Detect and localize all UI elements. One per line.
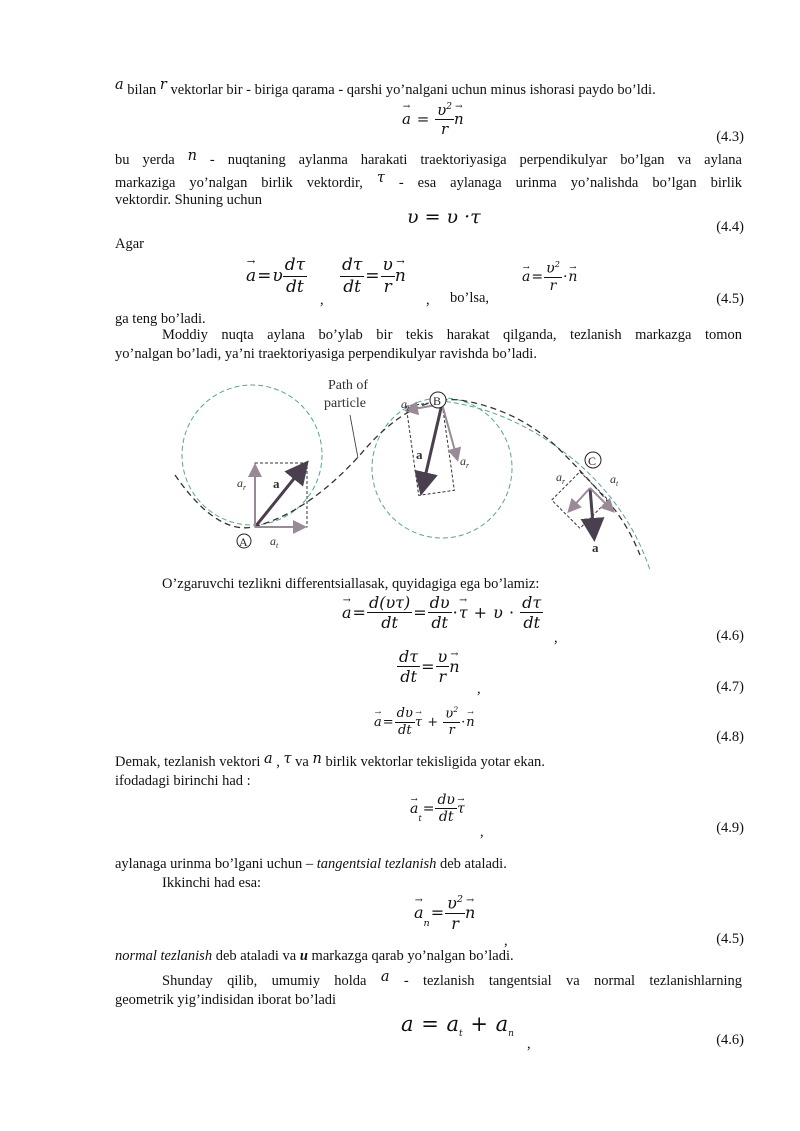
fraction-numerator: υ (382, 255, 393, 275)
vector-a: → a (342, 603, 352, 622)
equation-4-6-derivative: → a= $\frac{d(\upsilon\tau)}{dt}$ = $\frac{d\upsilon}{dt}$ ·→ τ + υ · $\frac{d\tau}{dt}$ (342, 594, 543, 633)
fraction-denominator: r (383, 276, 392, 297)
text: - nuqtaning aylanma harakati traektoriyasiga perpendikulyar bo’lgan va aylana (196, 152, 742, 168)
equation-4-4: υ = υ ·τ (407, 206, 481, 228)
symbol-an: a (495, 1012, 509, 1036)
term-u: u (299, 948, 308, 964)
paragraph-line: Ikkinchi had esa: (162, 875, 262, 891)
fraction-denominator: dt (431, 613, 448, 633)
vector-tau: → τ (459, 603, 468, 622)
equation-number: (4.6) (716, 628, 744, 644)
curvature-circle-a (182, 385, 322, 525)
symbol-r: r (159, 77, 167, 93)
fraction-denominator: r (549, 277, 557, 294)
fraction-numerator: υ (447, 893, 457, 913)
symbol-n: n (187, 148, 197, 164)
symbol-tau: τ (283, 751, 292, 767)
fraction-denominator: dt (523, 613, 541, 633)
paragraph-line: vektordir. Shuning uchun (115, 192, 263, 208)
acceleration-vector-b (422, 404, 442, 490)
tangential-component-c (590, 488, 612, 510)
fraction-denominator: r (438, 667, 447, 687)
equation-number: (4.5) (716, 291, 744, 307)
vector-a: → a (374, 715, 382, 730)
equation-4-9: → $a_t=$ $\frac{d\upsilon}{dt}$ → τ (410, 792, 465, 826)
text: bu yerda (115, 152, 188, 168)
comma: , (477, 681, 481, 697)
vector-n: → n (454, 110, 464, 128)
vector-n: → n (449, 657, 459, 676)
text: birlik vektorlar tekisligida yotar ekan. (321, 754, 545, 770)
symbol-a: a (401, 1012, 414, 1036)
symbol-a: a (380, 969, 390, 985)
agar-text: Agar (115, 236, 144, 252)
vector-a: → a (522, 269, 530, 285)
subscript-t: t (418, 812, 422, 823)
fraction-numerator: dτ (284, 255, 306, 275)
fraction-numerator: dυ (437, 792, 455, 808)
label-at: $a_t$ (270, 534, 279, 550)
acceleration-vector-c (590, 488, 594, 536)
paragraph-line (115, 148, 742, 169)
equation-number: (4.9) (716, 820, 744, 836)
fraction-numerator: υ (437, 647, 448, 666)
curvature-circle-b (372, 398, 512, 538)
paragraph-line: yo’nalgan bo’ladi, ya’ni traektoriyasiga perpendikulyar ravishda bo’ladi. (115, 346, 537, 362)
fraction-numerator: dτ (399, 647, 419, 666)
subscript-n: n (423, 918, 430, 930)
fraction-denominator: dt (400, 667, 417, 687)
equation-4-5-part2: $\frac{d\tau}{dt}$ = $\frac{\upsilon}{r}$ → n (340, 256, 406, 297)
symbol-tau: τ (376, 170, 385, 186)
equation-number: (4.8) (716, 729, 744, 745)
comma: , (320, 292, 324, 308)
acceleration-vector-a (255, 465, 305, 527)
vector-a: → a (402, 110, 411, 128)
fraction-denominator: r (448, 723, 455, 739)
paragraph-line: Moddiy nuqta aylana bo’ylab bir tekis harakat qilganda, tezlanish markazga tomon (162, 327, 742, 343)
subscript-t: t (459, 1029, 463, 1040)
symbol-a: a (263, 751, 273, 767)
text: bilan (123, 82, 160, 98)
text: vektorlar bir - biriga qarama - qarshi yo’nalgani uchun minus ishorasi paydo bo’ldi. (166, 82, 656, 98)
label-ar: $a_r$ (237, 476, 247, 492)
equation-4-5-part1: → a=υ $\frac{d\tau}{dt}$ (246, 256, 307, 297)
equation-4-8: → a= $\frac{d\upsilon}{dt}$ → τ + $\frac{\upsilon^2}{r}$ ·→ n (374, 706, 475, 739)
symbol-v: υ (272, 265, 283, 286)
vector-a: → a (410, 801, 418, 817)
text: markazga qarab yo’nalgan bo’ladi. (307, 948, 514, 964)
equation-number: (4.3) (716, 129, 744, 145)
radial-component-b (442, 404, 457, 458)
vector-n: → n (466, 715, 474, 730)
fraction-denominator: dt (286, 276, 304, 297)
term-tangential: tangentsial tezlanish (316, 856, 437, 872)
equation-number: (4.6) (716, 1032, 744, 1048)
label-vec-a: a (273, 476, 280, 491)
paragraph-line (115, 948, 514, 965)
equation-4-7: $\frac{d\tau}{dt}$ = $\frac{\upsilon}{r}$ → n (397, 648, 460, 687)
path-label-line2: particle (324, 396, 366, 411)
text: markaziga yo’nalgan birlik vektordir, (115, 175, 377, 191)
symbol-n: n (312, 751, 322, 767)
vector-n: → n (465, 903, 475, 922)
comma: , (480, 824, 484, 840)
fraction-numerator: d(υτ) (368, 593, 411, 612)
text: va (291, 754, 313, 770)
fraction-denominator: r (440, 120, 449, 139)
vector-a: → a (246, 266, 256, 286)
bolsa-text: bo’lsa, (450, 290, 490, 306)
text: Shunday qilib, umumiy holda (162, 973, 381, 989)
path-label-pointer (350, 415, 358, 458)
label-at-b: $a_t$ (401, 397, 410, 413)
vector-n: → n (395, 266, 406, 286)
label-at-c: $a_t$ (610, 472, 619, 488)
text: aylanaga urinma bo’lgani uchun – (115, 856, 317, 872)
text: Demak, tezlanish vektori (115, 754, 264, 770)
paragraph-line: geometrik yig’indisidan iborat bo’ladi (115, 992, 337, 1008)
point-a-label: A (239, 535, 248, 549)
point-b-label: B (433, 394, 442, 408)
fraction-denominator: r (451, 913, 459, 933)
path-label-line1: Path of (328, 378, 369, 393)
comma: , (504, 933, 508, 949)
comma: , (527, 1036, 531, 1052)
paragraph-vectors-opposite (115, 77, 656, 99)
point-c-label: C (588, 454, 597, 468)
paragraph-line (115, 170, 742, 192)
fraction-denominator: dt (398, 722, 412, 738)
text: - tezlanish tangentsial va normal tezlanishlarning (389, 973, 742, 989)
fraction-numerator: dυ (429, 593, 450, 612)
equation-4-5-part3: → a= $\frac{\upsilon^2}{r}$ ·→ n (522, 260, 577, 295)
label-ar-c: $a_r$ (556, 470, 566, 486)
particle-path (175, 400, 640, 555)
equation-number: (4.7) (716, 679, 744, 695)
vector-tau: → τ (457, 801, 465, 817)
equation-number: (4.5) (716, 931, 744, 947)
vector-a: → a (414, 903, 424, 922)
term-normal: normal tezlanish (115, 948, 213, 964)
fraction-numerator: dυ (396, 705, 413, 721)
radial-component-c (570, 488, 590, 510)
symbol-at: a (446, 1012, 460, 1036)
label-vec-a-b: a (416, 447, 423, 462)
symbol-a: a (115, 77, 124, 93)
paragraph-line (162, 969, 742, 990)
equation-number: (4.4) (716, 219, 744, 235)
fraction-numerator: υ (437, 101, 447, 119)
equals-sign: = (416, 110, 430, 129)
text: deb ataladi va (212, 948, 300, 964)
vector-tau: → τ (415, 715, 422, 730)
text: , (272, 754, 284, 770)
label-ar-b: $a_r$ (460, 454, 470, 470)
fraction-denominator: dt (438, 809, 454, 826)
symbol-v: υ (493, 602, 503, 622)
uniform-circular-motion-figure (160, 370, 660, 575)
fraction-numerator: dτ (342, 255, 363, 275)
fraction-numerator: υ (546, 260, 555, 277)
subscript-n: n (508, 1029, 514, 1040)
paragraph-line (115, 751, 545, 771)
equation-4-3: → a = $\frac{\upsilon^2}{r}$ → n (402, 102, 464, 138)
fraction-denominator: dt (343, 276, 361, 297)
fraction-numerator: υ (445, 706, 454, 722)
comma: , (426, 292, 430, 308)
vector-n: → n (568, 269, 577, 285)
paragraph-line: ga teng bo’ladi. (115, 311, 206, 327)
fraction-denominator: dt (381, 613, 398, 633)
text: deb ataladi. (436, 856, 507, 872)
paragraph-line: O’zgaruvchi tezlikni differentsiallasak, quyidagiga ega bo’lamiz: (162, 576, 540, 592)
paragraph-line: ifodadagi birinchi had : (115, 773, 251, 789)
fraction-numerator: dτ (522, 593, 542, 612)
equation-4-6-sum: $a = a_t + a_n$ (401, 1012, 514, 1040)
label-vec-a-c: a (592, 540, 599, 555)
paragraph-line (115, 856, 507, 873)
text: - esa aylanaga urinma yo’nalishda bo’lgan birlik (384, 175, 742, 191)
comma: , (554, 630, 558, 646)
equation-4-5-normal: → $a_n=$ $\frac{\upsilon^2}{r}$ → n (414, 894, 475, 933)
